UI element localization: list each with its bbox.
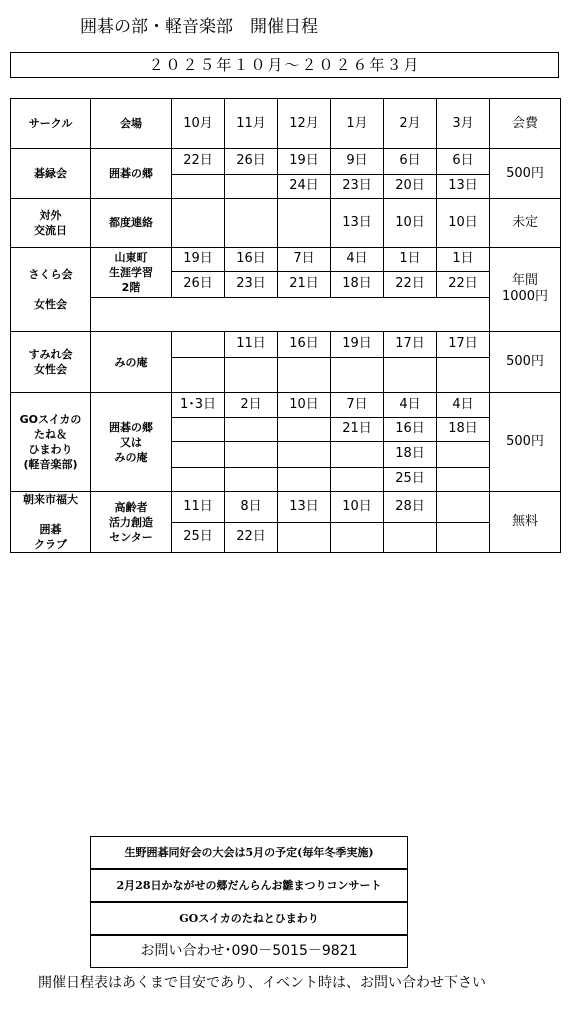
footer-group-name: GOスイカのたねとひまわり — [90, 902, 408, 935]
header-month: 1月 — [331, 99, 384, 149]
date-cell — [172, 174, 225, 199]
date-cell: 18日 — [331, 272, 384, 298]
date-cell: 8日 — [225, 492, 278, 523]
date-cell — [225, 199, 278, 248]
circle-name: GOスイカの たね＆ ひまわり (軽音楽部) — [11, 393, 91, 492]
circle-name: 碁緑会 — [11, 149, 91, 199]
header-circle: サークル — [11, 99, 91, 149]
header-month: 11月 — [225, 99, 278, 149]
date-cell: 17日 — [384, 332, 437, 358]
venue-name: 都度連絡 — [91, 199, 172, 248]
date-cell: 4日 — [331, 247, 384, 272]
date-cell — [225, 417, 278, 442]
date-cell: 13日 — [437, 174, 490, 199]
date-cell: 28日 — [384, 492, 437, 523]
date-cell — [384, 522, 437, 553]
circle-name: すみれ会 女性会 — [11, 332, 91, 393]
date-cell — [278, 467, 331, 492]
date-cell — [331, 442, 384, 468]
schedule-table — [10, 98, 561, 553]
fee-cell: 未定 — [490, 199, 561, 248]
header-venue: 会場 — [91, 99, 172, 149]
date-cell: 25日 — [384, 467, 437, 492]
schedule-period: ２０２５年１０月～２０２６年３月 — [10, 52, 559, 78]
header-month: 12月 — [278, 99, 331, 149]
date-cell: 10日 — [331, 492, 384, 523]
header-month: 10月 — [172, 99, 225, 149]
date-cell: 13日 — [278, 492, 331, 523]
date-cell — [278, 357, 331, 393]
date-cell: 11日 — [225, 332, 278, 358]
table-row — [11, 247, 561, 272]
date-cell: 23日 — [331, 174, 384, 199]
venue-name: 山東町 生涯学習 2階 — [91, 247, 172, 297]
date-cell: 6日 — [437, 149, 490, 175]
table-row — [11, 393, 561, 418]
date-cell — [172, 442, 225, 468]
header-fee: 会費 — [490, 99, 561, 149]
date-cell: 16日 — [225, 247, 278, 272]
date-cell: 25日 — [172, 522, 225, 553]
date-cell: 17日 — [437, 332, 490, 358]
date-cell — [172, 357, 225, 393]
date-cell: 19日 — [331, 332, 384, 358]
date-cell: 18日 — [437, 417, 490, 442]
circle-name: さくら会 女性会 — [11, 247, 91, 332]
date-cell: 24日 — [278, 174, 331, 199]
fee-cell: 無料 — [490, 492, 561, 553]
date-cell — [172, 199, 225, 248]
date-cell — [331, 357, 384, 393]
date-cell: 26日 — [172, 272, 225, 298]
date-cell — [172, 417, 225, 442]
fee-cell: 500円 — [490, 393, 561, 492]
date-cell — [331, 522, 384, 553]
page-title: 囲碁の部・軽音楽部 開催日程 — [80, 17, 318, 37]
date-cell — [172, 332, 225, 358]
date-cell: 16日 — [278, 332, 331, 358]
date-cell: 10日 — [384, 199, 437, 248]
blank-cell — [91, 297, 490, 332]
table-row — [11, 492, 561, 523]
date-cell: 7日 — [278, 247, 331, 272]
date-cell: 18日 — [384, 442, 437, 468]
date-cell — [437, 442, 490, 468]
footer-tournament-note: 生野囲碁同好会の大会は5月の予定(毎年冬季実施) — [90, 836, 408, 869]
date-cell: 22日 — [172, 149, 225, 175]
date-cell: 6日 — [384, 149, 437, 175]
date-cell — [331, 467, 384, 492]
date-cell: 19日 — [278, 149, 331, 175]
date-cell — [278, 522, 331, 553]
date-cell: 23日 — [225, 272, 278, 298]
date-cell: 4日 — [437, 393, 490, 418]
date-cell — [437, 492, 490, 523]
date-cell — [278, 442, 331, 468]
date-cell: 22日 — [437, 272, 490, 298]
date-cell — [384, 357, 437, 393]
date-cell: 4日 — [384, 393, 437, 418]
venue-name: 高齢者 活力創造 センター — [91, 492, 172, 553]
date-cell — [278, 199, 331, 248]
date-cell: 26日 — [225, 149, 278, 175]
date-cell — [437, 522, 490, 553]
circle-name: 朝来市福大 囲碁 クラブ — [11, 492, 91, 553]
table-row — [11, 332, 561, 358]
table-row — [11, 297, 561, 332]
date-cell: 10日 — [437, 199, 490, 248]
venue-name: 囲碁の郷 — [91, 149, 172, 199]
date-cell — [225, 467, 278, 492]
date-cell: 21日 — [278, 272, 331, 298]
date-cell — [225, 357, 278, 393]
fee-cell: 500円 — [490, 332, 561, 393]
date-cell: 16日 — [384, 417, 437, 442]
date-cell — [437, 357, 490, 393]
venue-name: みの庵 — [91, 332, 172, 393]
date-cell: 20日 — [384, 174, 437, 199]
circle-name: 対外 交流日 — [11, 199, 91, 248]
date-cell — [225, 174, 278, 199]
date-cell — [437, 467, 490, 492]
footer-concert-note: 2月28日かながせの郷だんらんお雛まつりコンサート — [90, 869, 408, 902]
table-row — [11, 199, 561, 248]
date-cell: 10日 — [278, 393, 331, 418]
venue-name: 囲碁の郷 又は みの庵 — [91, 393, 172, 492]
date-cell: 2日 — [225, 393, 278, 418]
date-cell — [225, 442, 278, 468]
date-cell: 22日 — [225, 522, 278, 553]
fee-cell: 年間 1000円 — [490, 247, 561, 332]
date-cell: 1日 — [437, 247, 490, 272]
contact-phone: お問い合わせ･090－5015－9821 — [90, 935, 408, 968]
header-month: 2月 — [384, 99, 437, 149]
date-cell — [172, 467, 225, 492]
fee-cell: 500円 — [490, 149, 561, 199]
date-cell: 11日 — [172, 492, 225, 523]
table-row — [11, 149, 561, 175]
date-cell: 1･3日 — [172, 393, 225, 418]
date-cell: 1日 — [384, 247, 437, 272]
date-cell: 22日 — [384, 272, 437, 298]
header-month: 3月 — [437, 99, 490, 149]
date-cell: 9日 — [331, 149, 384, 175]
schedule-disclaimer: 開催日程表はあくまで目安であり、イベント時は、お問い合わせ下さい — [38, 975, 486, 991]
date-cell: 19日 — [172, 247, 225, 272]
date-cell — [278, 417, 331, 442]
date-cell: 7日 — [331, 393, 384, 418]
date-cell: 21日 — [331, 417, 384, 442]
table-header-row — [11, 99, 561, 149]
date-cell: 13日 — [331, 199, 384, 248]
